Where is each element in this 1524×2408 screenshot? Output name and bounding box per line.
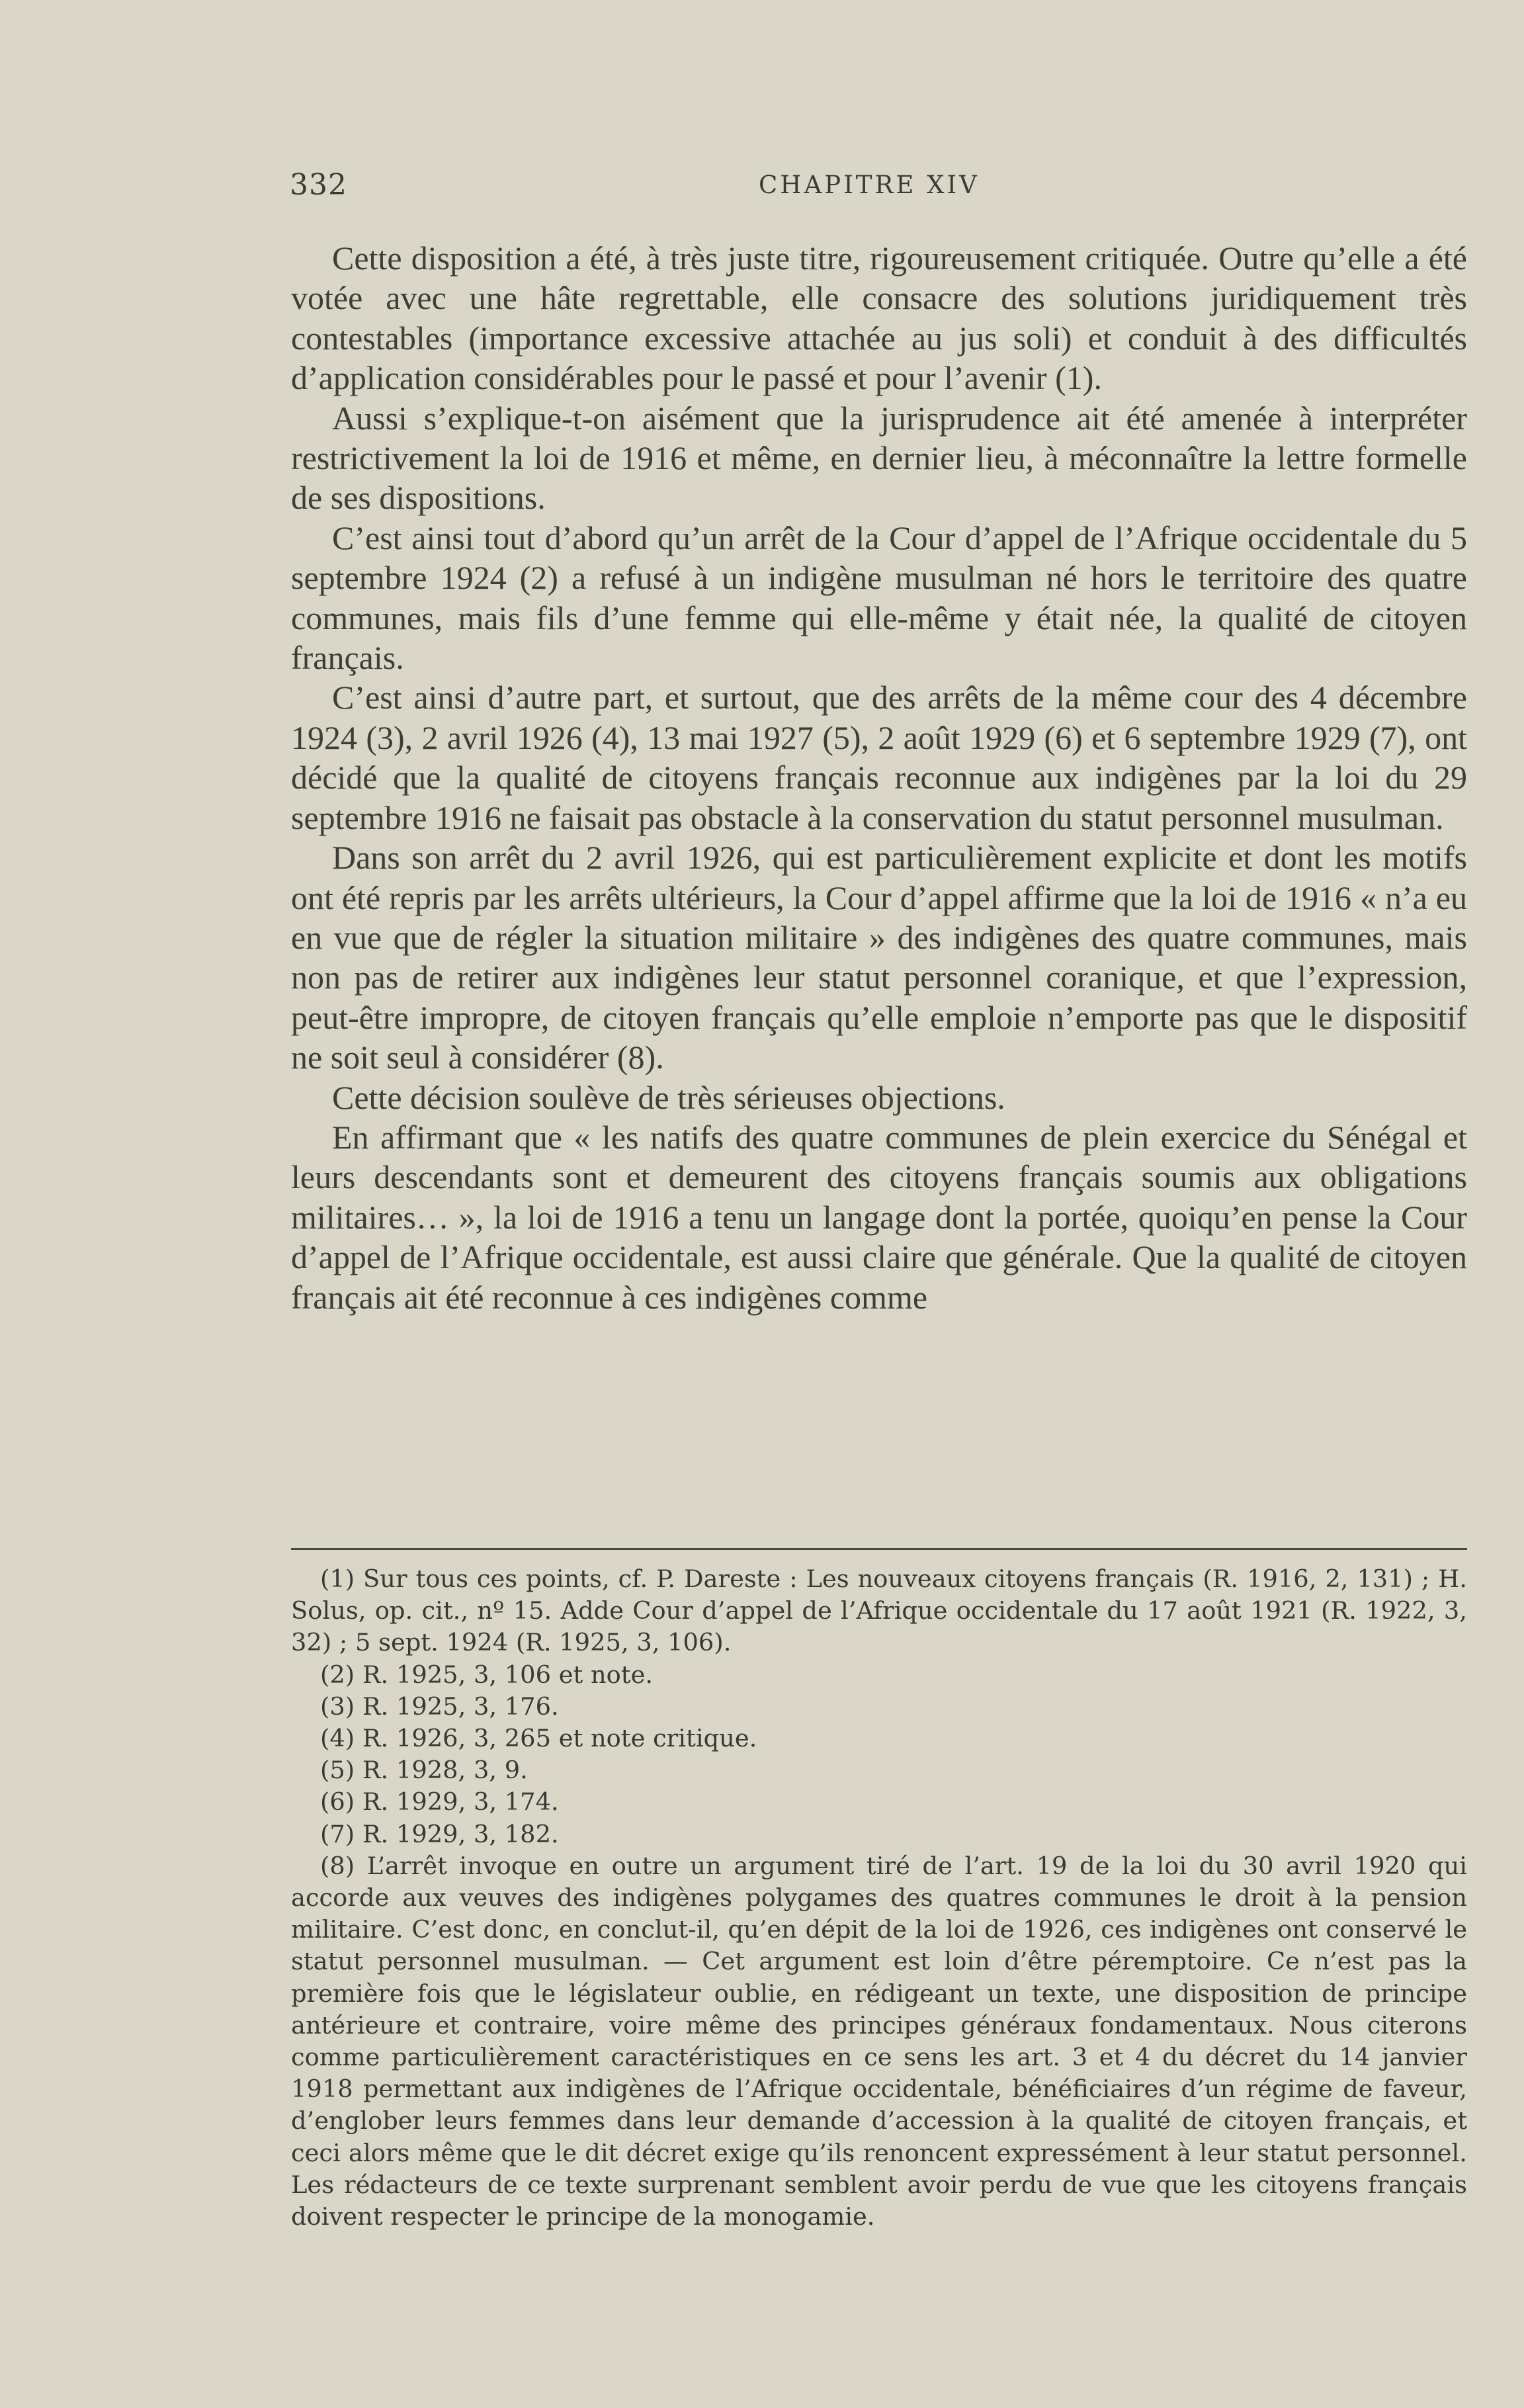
footnote: (3) R. 1925, 3, 176. bbox=[320, 1692, 559, 1721]
footnotes bbox=[291, 1563, 1467, 2233]
footnote: (4) R. 1926, 3, 265 et note critique. bbox=[320, 1724, 757, 1753]
footnote: (6) R. 1929, 3, 174. bbox=[320, 1787, 559, 1817]
main-text bbox=[291, 238, 1467, 1317]
paragraph: Cette disposition a été, à très juste titre, rigoureusement critiquée. Outre qu’elle a été votée avec une hâte regrettable, elle consacre des solutions juridiquement très contestables (importance excessive attachée au jus soli) et conduit à des difficultés d’application considérables pour le passé et pour l’avenir (1). bbox=[291, 239, 1467, 397]
footnote: (7) R. 1929, 3, 182. bbox=[320, 1819, 559, 1848]
page-header bbox=[290, 168, 1467, 201]
footnote: (2) R. 1925, 3, 106 et note. bbox=[320, 1660, 654, 1689]
footnote: (5) R. 1928, 3, 9. bbox=[320, 1756, 528, 1785]
paragraph: Cette décision soulève de très sérieuses objections. bbox=[332, 1078, 1005, 1116]
paragraph: Aussi s’explique-t-on aisément que la jurisprudence ait été amenée à interpréter restrictivement la loi de 1916 et même, en dernier lieu, à méconnaître la lettre formelle de ses dispositions. bbox=[291, 399, 1467, 517]
paragraph: C’est ainsi tout d’abord qu’un arrêt de la Cour d’appel de l’Afrique occidentale du 5 septembre 1924 (2) a refusé à un indigène musulman né hors le territoire des quatre communes, mais fils d’une femme qui elle-même y était née, la qualité de citoyen français. bbox=[291, 519, 1467, 677]
footnote: (1) Sur tous ces points, cf. P. Dareste : Les nouveaux citoyens français (R. 1916, 2, 131) ; H. Solus, op. cit., nº 15. Adde Cour d’appel de l’Afrique occidentale du 17 août 1921 (R. 1922, 3, 32) ; 5 sept. 1924 (R. 1925, 3, 106). bbox=[291, 1565, 1467, 1657]
footnote-separator bbox=[291, 1548, 1467, 1550]
paragraph: Dans son arrêt du 2 avril 1926, qui est particulièrement explicite et dont les motifs ont été repris par les arrêts ultérieurs, la Cour d’appel affirme que la loi de 1916 « n’a eu en vue que de régler la situation militaire » des indigènes des quatre communes, mais non pas de retirer aux indigènes leur statut personnel coranique, et que l’expression, peut-être impropre, de citoyen français qu’elle emploie n’emporte pas que le dispositif ne soit seul à considérer (8). bbox=[291, 839, 1467, 1076]
footnote: (8) L’arrêt invoque en outre un argument tiré de l’art. 19 de la loi du 30 avril 1920 qui accorde aux veuves des indigènes polygames des quatres communes le droit à la pension militaire. C’est donc, en conclut-il, qu’en dépit de la loi de 1926, ces indigènes ont conservé le statut personnel musulman. — Cet argument est loin d’être péremptoire. Ce n’est pas la première fois que le législateur oublie, en rédigeant un texte, une disposition de principe antérieure et contraire, voire même des principes généraux fondamentaux. Nous citerons comme particulièrement caractéristiques en ce sens les art. 3 et 4 du décret du 14 janvier 1918 permettant aux indigènes de l’Afrique occidentale, bénéficiaires d’un régime de faveur, d’englober leurs femmes dans leur demande d’accession à la qualité de citoyen français, et ceci alors même que le dit décret exige qu’ils renoncent expressément à leur statut personnel. Les rédacteurs de ce texte surprenant semblent avoir perdu de vue que les citoyens français doivent respecter le principe de la monogamie. bbox=[291, 1851, 1467, 2231]
running-head: CHAPITRE XIV bbox=[759, 171, 980, 199]
page-number: 332 bbox=[290, 168, 347, 202]
paragraph: En affirmant que « les natifs des quatre communes de plein exercice du Sénégal et leurs descendants sont et demeurent des citoyens français soumis aux obligations militaires… », la loi de 1916 a tenu un langage dont la portée, quoiqu’en pense la Cour d’appel de l’Afrique occidentale, est aussi claire que générale. Que la qualité de citoyen français ait été reconnue à ces indigènes comme bbox=[291, 1118, 1467, 1316]
paragraph: C’est ainsi d’autre part, et surtout, que des arrêts de la même cour des 4 décembre 1924 (3), 2 avril 1926 (4), 13 mai 1927 (5), 2 août 1929 (6) et 6 septembre 1929 (7), ont décidé que la qualité de citoyens français reconnue aux indigènes par la loi du 29 septembre 1916 ne faisait pas obstacle à la conservation du statut personnel musulman. bbox=[291, 679, 1467, 836]
